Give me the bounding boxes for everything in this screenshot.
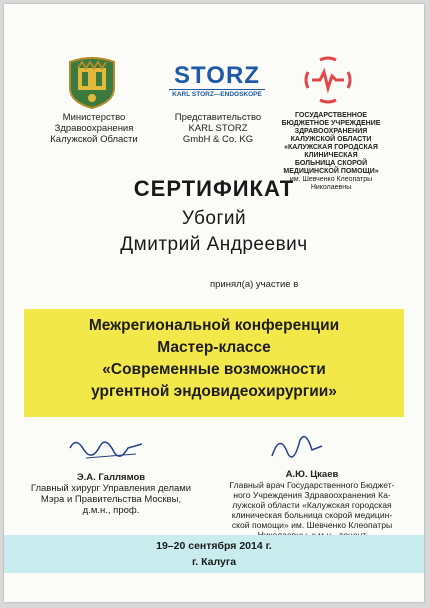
event-line1: Межрегиональной конференции xyxy=(88,317,340,334)
right-signatory xyxy=(212,470,412,540)
right-signatory-line3: лужской области «Калужская городская xyxy=(232,500,392,510)
certificate-sheet xyxy=(4,4,424,602)
right-issuer-line3: КАЛУЖСКОЙ ОБЛАСТИ xyxy=(290,136,372,143)
left-signature-icon xyxy=(66,428,146,468)
hospital-cross-icon xyxy=(300,52,356,108)
event-line3: «Современные возможности xyxy=(102,361,326,378)
right-issuer-line8: Николаевны xyxy=(310,184,352,191)
right-signature-icon xyxy=(266,426,326,466)
middle-issuer-line1: Представительство xyxy=(174,112,262,123)
right-signatory-line2: ного Учреждения Здравоохранения Ка- xyxy=(233,490,391,500)
middle-issuer-line2: KARL STORZ xyxy=(188,123,248,134)
storz-logo-text: STORZ xyxy=(174,62,260,89)
participation-text: принял(а) участие в xyxy=(210,279,299,290)
right-issuer-line7: им. Шевченко Клеопатры xyxy=(289,176,373,183)
right-signatory-line1: Главный врач Государственного Бюджет- xyxy=(229,480,395,490)
right-issuer-line1: ГОСУДАРСТВЕННОЕ xyxy=(295,112,367,119)
middle-issuer xyxy=(154,112,282,145)
event-city: г. Калуга xyxy=(191,556,237,568)
event-line2: Мастер-классе xyxy=(157,339,271,356)
recipient-surname: Убогий xyxy=(181,208,247,229)
left-signatory-name: Э.А. Галлямов xyxy=(76,472,146,483)
event-line4: ургентной эндовидеохирургии» xyxy=(91,383,337,400)
left-issuer xyxy=(34,112,154,145)
right-signatory-line4: клиническая больница скорой медицин- xyxy=(231,510,393,520)
middle-issuer-line3: GmbH & Co. KG xyxy=(182,134,254,145)
right-issuer-line6: МЕДИЦИНСКОЙ ПОМОЩИ» xyxy=(283,168,379,175)
right-signatory-name: А.Ю. Цкаев xyxy=(285,469,339,480)
left-signatory-line2: Мэра и Правительства Москвы, xyxy=(40,494,182,505)
right-issuer-line2: БЮДЖЕТНОЕ УЧРЕЖДЕНИЕ ЗДРАВООХРАНЕНИЯ xyxy=(281,120,381,135)
left-signatory xyxy=(26,472,196,516)
right-issuer-line5: БОЛЬНИЦА СКОРОЙ xyxy=(294,160,368,167)
left-issuer-line3: Калужской Области xyxy=(50,134,138,145)
storz-logo-subtitle: KARL STORZ—ENDOSKOPE xyxy=(169,89,265,98)
event-dates: 19–20 сентября 2014 г. xyxy=(156,540,272,552)
left-signatory-line3: д.м.н., проф. xyxy=(82,505,140,516)
left-issuer-line2: Здравоохранения xyxy=(54,123,134,134)
certificate-title: СЕРТИФИКАТ xyxy=(133,176,295,201)
right-signatory-line5: ской помощи» им. Шевченко Клеопатры xyxy=(231,520,393,530)
left-issuer-line1: Министерство xyxy=(62,112,126,123)
right-issuer-line4: «КАЛУЖСКАЯ ГОРОДСКАЯ КЛИНИЧЕСКАЯ xyxy=(284,144,378,159)
recipient-given-names: Дмитрий Андреевич xyxy=(120,234,308,255)
coat-of-arms-icon xyxy=(64,54,120,110)
left-signatory-line1: Главный хирург Управления делами xyxy=(30,483,192,494)
